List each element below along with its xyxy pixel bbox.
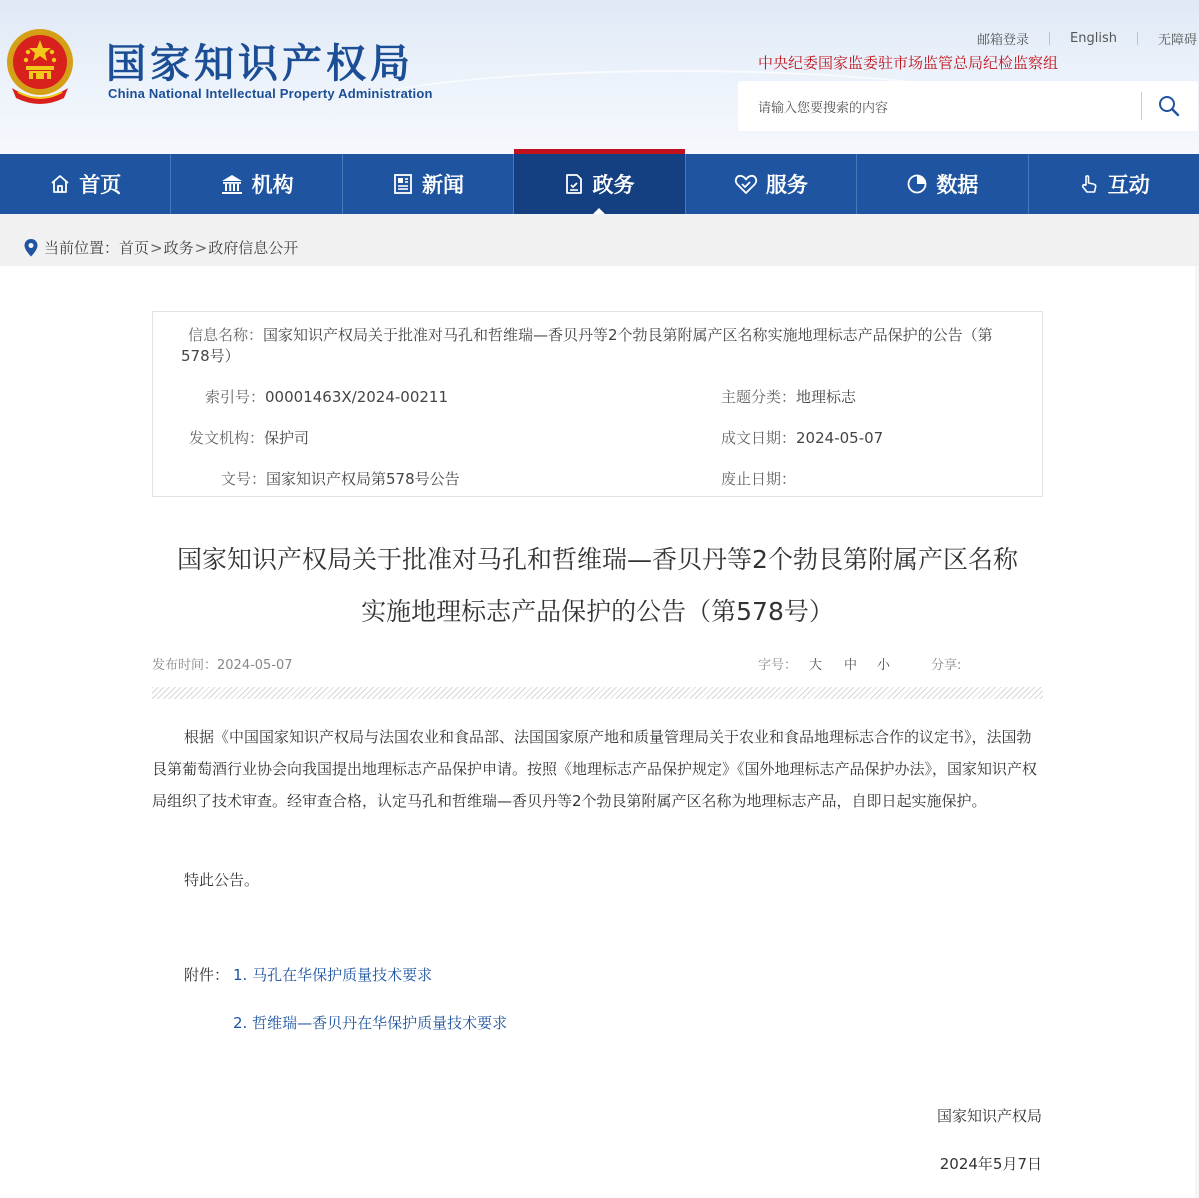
hand-icon <box>1078 173 1100 195</box>
search-box <box>738 81 1198 131</box>
article-paragraph: 根据《中国国家知识产权局与法国农业和食品部、法国国家原产地和质量管理局关于农业和食品地理标志合作的议定书》，法国勃艮第葡萄酒行业协会向我国提出地理标志产品保护申请。按照《地理标志产品保护规定》《国外地理标志产品保护办法》，国家知识产权局组织了技术审查。经审查合格，认定马孔和哲维瑞—香贝丹等2个勃艮第附属产区名称为地理标志产品，自即日起实施保护。 <box>152 728 1038 810</box>
site-subtitle: China National Intellectual Property Administration <box>108 86 433 101</box>
national-emblem-icon[interactable] <box>4 26 76 106</box>
info-expire-row <box>721 468 796 489</box>
info-index-row <box>205 386 448 407</box>
breadcrumb-separator: > <box>194 238 208 257</box>
separator <box>1137 32 1138 45</box>
breadcrumb-item-home[interactable]: 首页 <box>119 239 150 257</box>
info-doc-label: 文号： <box>221 470 267 488</box>
nav-label: 机构 <box>251 173 294 197</box>
font-size-small-button[interactable]: 小 <box>877 658 891 673</box>
news-icon <box>392 173 414 195</box>
info-expire-label: 废止日期： <box>721 470 797 488</box>
nav-label: 政务 <box>592 173 635 197</box>
breadcrumb-separator: > <box>150 238 163 257</box>
info-issuer-row <box>189 427 309 448</box>
top-links <box>977 29 1197 48</box>
info-name-value: 国家知识产权局关于批准对马孔和哲维瑞—香贝丹等2个勃艮第附属产区名称实施地理标志产品保护的公告（第578号） <box>181 326 993 365</box>
info-name-label: 信息名称： <box>188 326 264 344</box>
article-title-line: 国家知识产权局关于批准对马孔和哲维瑞—香贝丹等2个勃艮第附属产区名称 <box>177 545 1018 574</box>
nav-item-organization[interactable] <box>171 154 342 214</box>
nav-item-home[interactable] <box>0 154 171 214</box>
info-metadata-box <box>152 311 1043 497</box>
location-pin-icon <box>24 239 38 257</box>
nav-item-data[interactable] <box>857 154 1028 214</box>
font-size-large-button[interactable]: 大 <box>809 658 823 673</box>
signature-date: 2024年5月7日 <box>939 1155 1042 1173</box>
breadcrumb-item-disclosure[interactable]: 政府信息公开 <box>208 239 299 257</box>
info-date-label: 成文日期： <box>721 429 797 447</box>
scrollbar[interactable] <box>1195 266 1199 1198</box>
main-nav <box>0 154 1199 214</box>
info-index-value: 00001463X/2024-00211 <box>265 388 448 406</box>
search-icon <box>1158 95 1180 117</box>
attachment-link-1[interactable] <box>233 964 432 985</box>
info-doc-value: 国家知识产权局第578号公告 <box>266 470 460 488</box>
site-title[interactable]: 国家知识产权局 <box>106 41 414 87</box>
hatched-divider <box>152 687 1043 699</box>
breadcrumb-item-affairs[interactable]: 政务 <box>163 239 194 257</box>
document-icon <box>564 173 584 195</box>
chart-icon <box>906 173 928 195</box>
search-input[interactable]: 请输入您要搜索的内容 <box>758 100 889 116</box>
signature-org: 国家知识产权局 <box>936 1107 1042 1125</box>
nav-label: 数据 <box>936 173 979 197</box>
nav-item-interaction[interactable] <box>1029 154 1199 214</box>
nav-label: 新闻 <box>422 173 465 197</box>
info-date-row <box>721 427 883 448</box>
info-name-row <box>181 325 1021 367</box>
home-icon <box>49 173 71 195</box>
site-header <box>0 0 1199 154</box>
accessibility-link[interactable]: 无障碍 <box>1157 33 1197 48</box>
font-size-label: 字号： <box>758 658 798 673</box>
nav-item-news[interactable] <box>343 154 514 214</box>
inspection-group-link[interactable]: 中央纪委国家监委驻市场监管总局纪检监察组 <box>758 54 1059 72</box>
info-doc-row <box>221 468 460 489</box>
nav-label: 首页 <box>79 173 122 197</box>
nav-label: 服务 <box>765 173 808 197</box>
breadcrumb-prefix: 当前位置： <box>44 239 120 257</box>
font-size-medium-button[interactable]: 中 <box>844 658 858 673</box>
attachment-link-text[interactable]: 1. 马孔在华保护质量技术要求 <box>233 966 433 984</box>
breadcrumb-bar <box>0 214 1199 266</box>
share-label: 分享: <box>931 658 962 673</box>
nav-item-government-affairs[interactable] <box>514 154 685 214</box>
info-index-label: 索引号： <box>205 388 266 406</box>
search-button[interactable] <box>1154 91 1184 121</box>
info-issuer-value: 保护司 <box>264 429 310 447</box>
service-icon <box>734 173 758 195</box>
separator <box>1049 32 1050 45</box>
publish-time: 发布时间：2024-05-07 <box>152 658 293 673</box>
english-link[interactable]: English <box>1070 31 1117 46</box>
info-date-value: 2024-05-07 <box>796 429 884 447</box>
building-icon <box>220 173 244 195</box>
info-topic-row <box>721 386 856 407</box>
email-login-link[interactable]: 邮箱登录 <box>977 33 1030 48</box>
article-title <box>152 534 1043 638</box>
info-topic-value: 地理标志 <box>796 388 857 406</box>
attachment-link-2[interactable] <box>233 1012 507 1033</box>
search-divider <box>1141 92 1142 120</box>
article-paragraph: 特此公告。 <box>184 871 260 889</box>
info-issuer-label: 发文机构： <box>189 429 265 447</box>
attachments-label: 附件： <box>184 966 230 984</box>
nav-item-services[interactable] <box>686 154 857 214</box>
breadcrumb <box>24 237 298 258</box>
nav-label: 互动 <box>1107 173 1150 197</box>
article-title-line: 实施地理标志产品保护的公告（第578号） <box>361 597 834 626</box>
info-topic-label: 主题分类： <box>721 388 797 406</box>
attachment-link-text[interactable]: 2. 哲维瑞—香贝丹在华保护质量技术要求 <box>233 1014 508 1032</box>
